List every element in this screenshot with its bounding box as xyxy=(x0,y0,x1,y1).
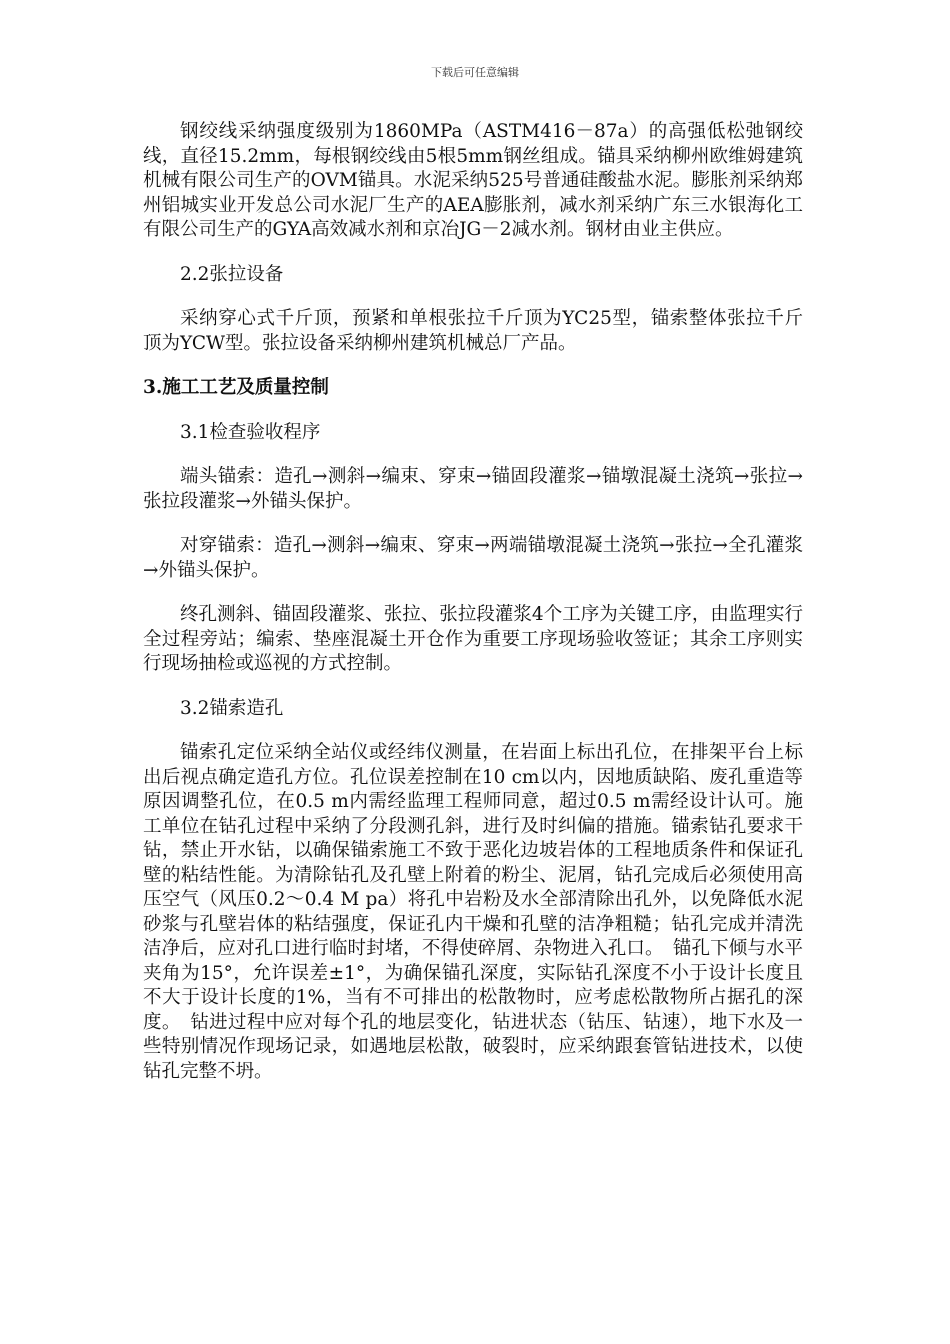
subheading-3-2: 3.2锚索造孔 xyxy=(180,697,284,719)
paragraph-key-processes: 终孔测斜、锚固段灌浆、张拉、张拉段灌浆4个工序为关键工序，由监理实行全过程旁站；编索、垫座混凝土开仓作为重要工序现场验收签证；其余工序则实行现场抽检或巡视的方式控制。 xyxy=(143,604,803,674)
subheading-3-1: 3.1检查验收程序 xyxy=(180,421,321,443)
paragraph-tension-equipment: 采纳穿心式千斤顶，预紧和单根张拉千斤顶为YC25型，锚索整体张拉千斤顶为YCW型。张拉设备采纳柳州建筑机械总厂产品。 xyxy=(143,308,803,354)
paragraph-through-anchor: 对穿锚索：造孔→测斜→编束、穿束→两端锚墩混凝土浇筑→张拉→全孔灌浆→外锚头保护。 xyxy=(143,535,803,581)
section-heading-3: 3.施工工艺及质量控制 xyxy=(143,377,329,398)
subheading-2-2: 2.2张拉设备 xyxy=(180,263,284,285)
paragraph-drilling: 锚索孔定位采纳全站仪或经纬仪测量，在岩面上标出孔位，在排架平台上标出后视点确定造孔方位。孔位误差控制在10 cm以内，因地质缺陷、废孔重造等原因调整孔位，在0.5 m内需经监理工程师同意，超过0.5 m需经设计认可。施工单位在钻孔过程中采纳了分段测孔斜，进行及时纠偏的措施。锚索钻孔要求干钻，禁止开水钻，以确保锚索施工不致于恶化边坡岩体的工程地质条件和保证孔壁的粘结性能。为清除钻孔及孔壁上附着的粉尘、泥屑，钻孔完成后必须使用高压空气（风压0.2～0.4 M pa）将孔中岩粉及水全部清除出孔外，以免降低水泥砂浆与孔壁岩体的粘结强度，保证孔内干燥和孔壁的洁净粗糙；钻孔完成并清洗洁净后，应对孔口进行临时封堵，不得使碎屑、杂物进入孔口。 锚孔下倾与水平夹角为15°，允许误差±1°，为确保锚孔深度，实际钻孔深度不小于设计长度且不大于设计长度的1%，当有不可排出的松散物时，应考虑松散物所占据孔的深度。 钻进过程中应对每个孔的地层变化，钻进状态（钻压、钻速），地下水及一些特别情况作现场记录，如遇地层松散，破裂时，应采纳跟套管钻进技术，以使钻孔完整不坍。 xyxy=(143,742,803,1082)
document-body xyxy=(143,120,803,1104)
paragraph-end-anchor: 端头锚索：造孔→测斜→编束、穿束→锚固段灌浆→锚墩混凝土浇筑→张拉→张拉段灌浆→外锚头保护。 xyxy=(143,466,803,512)
paragraph-materials: 钢绞线采纳强度级别为1860MPa（ASTM416－87a）的高强低松弛钢绞线，直径15.2mm，每根钢绞线由5根5mm钢丝组成。锚具采纳柳州欧维姆建筑机械有限公司生产的OVM锚具。水泥采纳525号普通硅酸盐水泥。膨胀剂采纳郑州铝城实业开发总公司水泥厂生产的AEA膨胀剂，减水剂采纳广东三水银海化工有限公司生产的GYA高效减水剂和京冶JG－2减水剂。钢材由业主供应。 xyxy=(143,121,803,240)
page-header: 下载后可任意编辑 xyxy=(431,66,519,79)
